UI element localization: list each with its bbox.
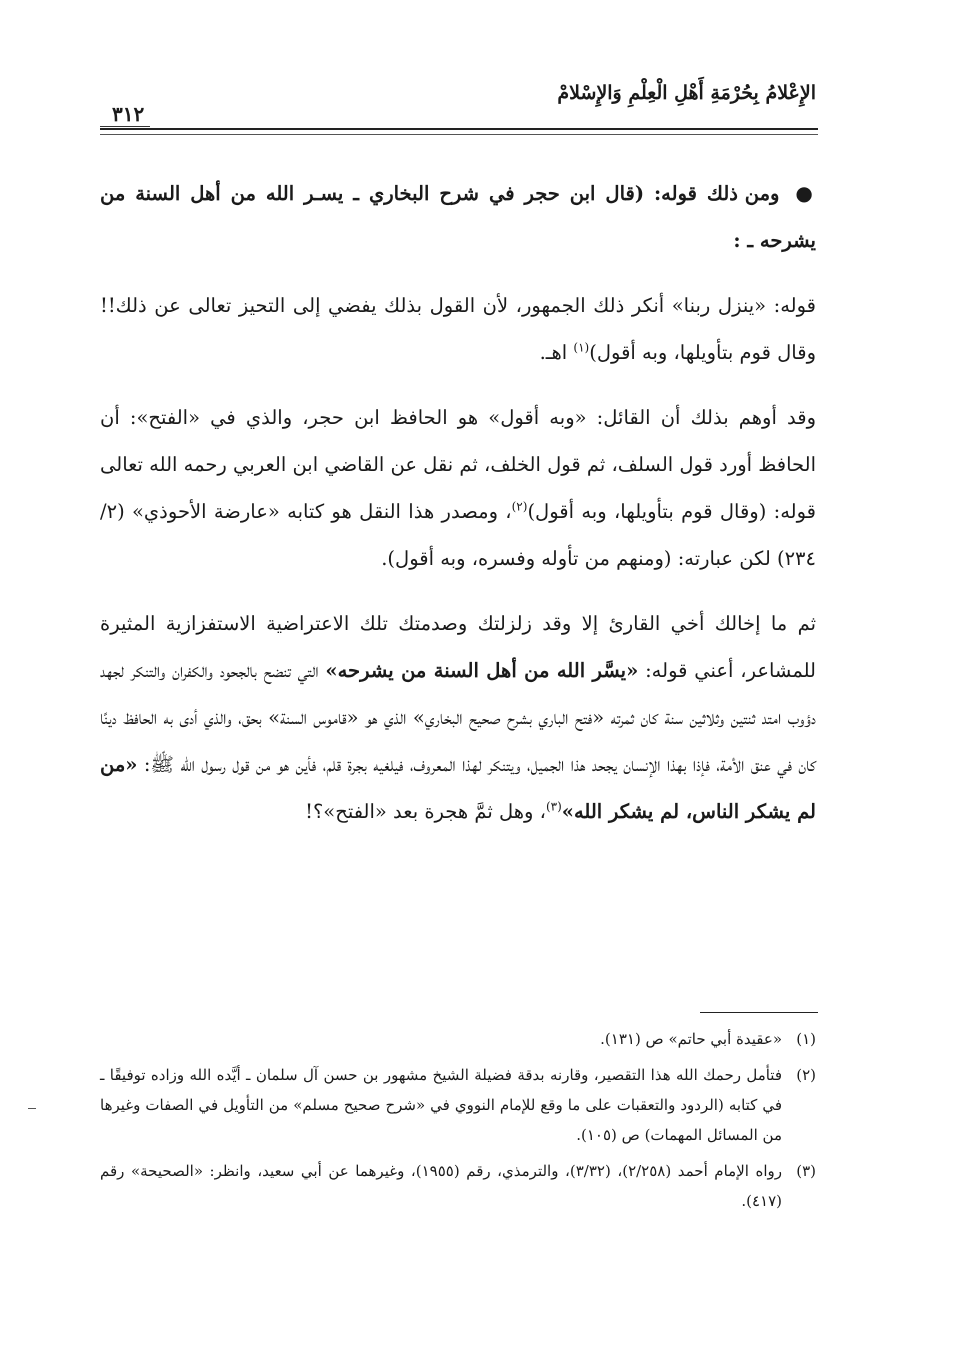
paragraph-3 <box>100 394 816 582</box>
footnotes <box>100 1024 816 1222</box>
header-rule <box>100 128 818 135</box>
paragraph-4-text-b: التي تنضح بالجحود والكفران والتنكر لجهد دؤوب امتد ثنتين وثلاثين سنة كان ثمرته «فتح الباري بشرح صحيح البخاري» الذي هو «قاموس السنة» بحق، والذي أدى به الحافظ دينًا كان في عنق الأمة، فإذا بهذا الإنسان يجحد هذا الجميل، ويتنكر لهذا المعروف، فيلغيه بجرة قلم، فأين هو من قول رسول الله ﷺ: <box>100 659 816 776</box>
footnote-number: (٢) <box>796 1066 816 1084</box>
footnote-ref-2[interactable]: (٢) <box>511 499 528 514</box>
footnote-separator <box>700 1012 818 1013</box>
paragraph-4 <box>100 600 816 835</box>
footnote-text: «عقيدة أبي حاتم» ص (١٣١). <box>600 1030 782 1048</box>
footnote-3 <box>100 1156 816 1216</box>
page-number: ٣١٢ <box>112 102 145 126</box>
paragraph-2-text-a: قوله: «ينزل ربنا» أنكر ذلك الجمهور، لأن القول بذلك يفضي إلى التحيز تعالى عن ذلك!! وقال قوم بتأويلها، وبه أقول) <box>100 294 816 364</box>
footnote-2 <box>100 1060 816 1150</box>
footnote-ref-1[interactable]: (١) <box>573 340 590 355</box>
paragraph-2-text-b: اهـ. <box>539 341 574 364</box>
footnote-text: فتأمل رحمك الله هذا التقصير، وقارنه بدقة فضيلة الشيخ مشهور بن حسن آل سلمان ـ أيَّده الله وزاده توفيقًا ـ في كتابه (الردود والتعقبات على ما وقع للإمام النووي في «شرح صحيح مسلم» من التأويل في الصفات وغيرها من المسائل المهمات) ص (١٠٥). <box>100 1066 782 1144</box>
quoted-phrase: «يسَّر الله من أهل السنة من يشرحه» <box>325 659 639 682</box>
paragraph-1-text: ومن ذلك قوله: (قال ابن حجر في شرح البخاري ـ يسـر الله من أهل السنة من يشرحه ـ : <box>100 182 816 252</box>
paragraph-4-text-a: ثم ما إخالك أخي القارئ إلا وقد زلزلتك وصدمتك تلك الاعتراضية الاستفزازية المثيرة للمشاعر، أعني قوله: <box>100 612 816 682</box>
hadith-quote: «من لم يشكر الناس، لم يشكر الله» <box>100 753 816 823</box>
margin-mark <box>28 1108 36 1109</box>
footnote-number: (٣) <box>796 1162 816 1180</box>
bullet-icon: ● <box>795 181 816 205</box>
paragraph-1 <box>100 170 816 264</box>
paragraph-3-text-b: ، ومصدر هذا النقل هو كتابه «عارضة الأحوذي» (٢/ ٢٣٤) لكن عبارته: (ومنهم من تأوله وفسره، وبه أقول). <box>100 500 816 570</box>
footnote-ref-3[interactable]: (٣) <box>545 799 562 814</box>
paragraph-4-text-c: ، وهل ثمَّ هجرة بعد «الفتح»؟! <box>305 800 546 823</box>
footnote-text: رواه الإمام أحمد (٢/٢٥٨)، (٣/٣٢)، والترمذي، رقم (١٩٥٥)، وغيرهما عن أبي سعيد، وانظر: «الصحيحة» رقم (٤١٧). <box>100 1162 782 1210</box>
paragraph-3-text-a: وقد أوهم بذلك أن القائل: «وبه أقول» هو الحافظ ابن حجر، والذي في «الفتح»: أن الحافظ أورد قول السلف، ثم قول الخلف، ثم نقل عن القاضي ابن العربي رحمه الله تعالى قوله: (وقال قوم بتأويلها، وبه أقول) <box>100 406 816 523</box>
paragraph-2 <box>100 282 816 376</box>
main-text <box>100 170 816 853</box>
page-header <box>100 78 816 126</box>
footnote-number: (١) <box>796 1030 816 1048</box>
page-number-underline <box>100 126 150 127</box>
running-title: الإِعْلامُ بِحُرْمَةِ أَهْلِ الْعِلْمِ وَالإِسْلامْ <box>557 82 816 104</box>
footnote-1 <box>100 1024 816 1054</box>
